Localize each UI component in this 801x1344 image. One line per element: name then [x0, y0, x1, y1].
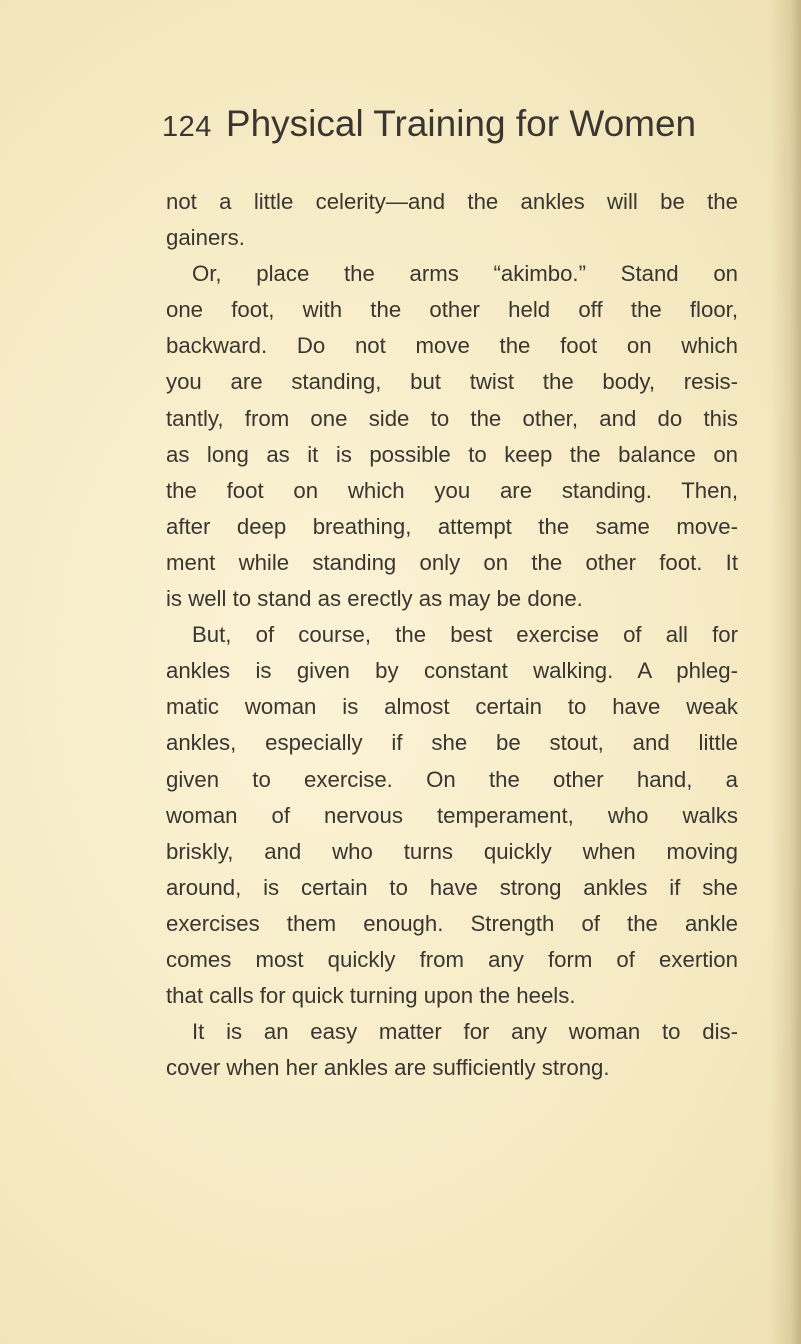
text-line: you are standing, but twist the body, resis- [166, 369, 738, 395]
text-line: ankles is given by constant walking. A phleg- [166, 658, 738, 684]
body-text [166, 184, 738, 1086]
text-line: one foot, with the other held off the floor, [166, 297, 738, 323]
text-line: as long as it is possible to keep the balance on [166, 441, 738, 467]
text-line: ment while standing only on the other foot. It [166, 549, 738, 575]
text-line: comes most quickly from any form of exertion [166, 946, 738, 972]
text-line: tantly, from one side to the other, and do this [166, 405, 738, 431]
text-line: Or, place the arms “akimbo.” Stand on [192, 261, 738, 287]
text-line: It is an easy matter for any woman to dis- [192, 1019, 738, 1045]
text-line: briskly, and who turns quickly when moving [166, 838, 738, 864]
text-line: gainers. [166, 225, 245, 251]
running-title: Physical Training for Women [225, 103, 697, 144]
text-line: not a little celerity—and the ankles will be the [166, 189, 738, 214]
text-line: given to exercise. On the other hand, a [166, 766, 738, 792]
text-line: after deep breathing, attempt the same move- [166, 513, 738, 539]
text-line: cover when her ankles are sufficiently strong. [166, 1055, 610, 1081]
text-line: exercises them enough. Strength of the ankle [166, 910, 738, 936]
text-line: around, is certain to have strong ankles if she [166, 874, 738, 900]
page-header [162, 103, 762, 155]
text-line: is well to stand as erectly as may be done. [166, 586, 583, 612]
text-line: backward. Do not move the foot on which [166, 333, 738, 359]
text-line: the foot on which you are standing. Then, [166, 477, 738, 503]
text-line: woman of nervous temperament, who walks [166, 802, 738, 828]
text-line: matic woman is almost certain to have weak [166, 694, 738, 720]
text-line: ankles, especially if she be stout, and little [166, 730, 738, 756]
page-number: 124 [162, 111, 212, 143]
text-line: But, of course, the best exercise of all for [192, 622, 738, 648]
text-line: that calls for quick turning upon the heels. [166, 983, 576, 1009]
